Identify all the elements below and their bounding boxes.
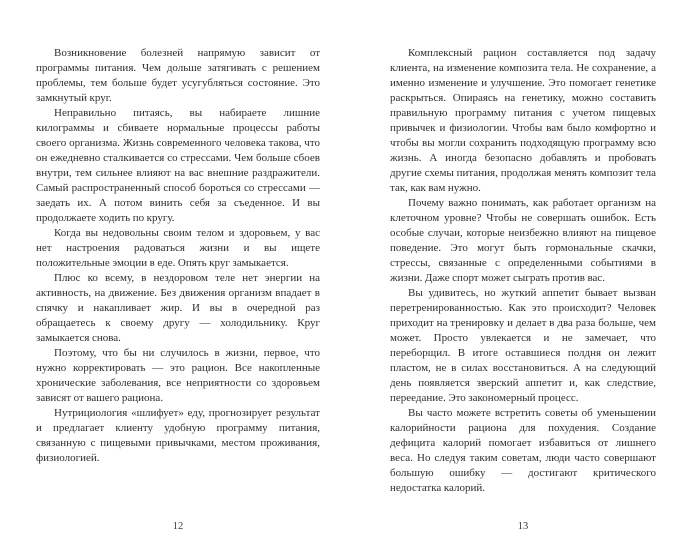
paragraph: Вы часто можете встретить советы об уменьшении калорийности рациона для похудения. Создание дефицита калорий помогает избавиться от лишнего веса. Но следуя таким советам, люди часто совершают большую ошибку — достигают критического недостатка калорий. [390, 407, 656, 494]
page-right-text [340, 0, 680, 496]
paragraph: Почему важно понимать, как работает организм на клеточном уровне? Чтобы не совершать ошибок. Есть особые случаи, которые неизбежно влияют на пищевое поведение. Это могут быть гормональные скачки, стрессы, связанные с определенными событиями в жизни. Даже спорт может сыграть против вас. [390, 197, 656, 284]
paragraph: Комплексный рацион составляется под задачу клиента, на изменение композита тела. Не сохранение, а именно изменение и улучшение. Это помогает генетике раскрыться. Опираясь на генетику, можно составить правильную программу питания с учетом пищевых привычек и физиологии. Чтобы вам было комфортно и чтобы вы могли сохранить подходящую программу всю жизнь. А иногда безопасно добавлять и пробовать другие схемы питания, продолжая менять композит тела так, как вам нужно. [390, 47, 656, 194]
paragraph: Поэтому, что бы ни случилось в жизни, первое, что нужно корректировать — это рацион. Все накопленные хронические заболевания, все неприятности со здоровьем зависят от вашего рациона. [36, 347, 320, 404]
page-number-right: 13 [517, 521, 529, 532]
paragraph: Плюс ко всему, в нездоровом теле нет энергии на активность, на движение. Без движения организм впадает в спячку и накапливает жир. И вы в очередной раз обращаетесь к своему другу — холодильнику. Круг замыкается снова. [36, 272, 320, 344]
paragraph: Неправильно питаясь, вы набираете лишние килограммы и сбиваете нормальные процессы работы своего организма. Жизнь современного человека такова, что он ежедневно сталкивается со стрессами. Чем больше сбоев внутри, тем сильнее влияют на вас внешние раздражители. Самый распространенный способ бороться со стрессами — заедать их. А потом винить себя за съеденное. И вы продолжаете ходить по кругу. [36, 107, 320, 224]
paragraph: Нутрициология «шлифует» еду, прогнозирует результат и предлагает клиенту удобную программу питания, связанную с пищевыми привычками, местом проживания, физиологией. [36, 407, 320, 464]
paragraph: Вы удивитесь, но жуткий аппетит бывает вызван перетренированностью. Как это происходит? Человек приходит на тренировку и делает в два раза больше, чем может. Просто увлекается и не замечает, что переборщил. В итоге оставшиеся полдня он лежит пластом, не в силах восстановиться. А на следующий день появляется зверский аппетит и, как следствие, переедание. Это закономерный процесс. [390, 287, 656, 404]
page-right [340, 0, 680, 540]
page-number-left: 12 [172, 521, 184, 532]
page-left-text [0, 0, 340, 466]
paragraph: Возникновение болезней напрямую зависит от программы питания. Чем дольше затягивать с решением проблемы, тем больше будет усугубляться состояние. Это замкнутый круг. [36, 47, 320, 104]
paragraph: Когда вы недовольны своим телом и здоровьем, у вас нет настроения радоваться жизни и вы ищете положительные эмоции в еде. Опять круг замыкается. [36, 227, 320, 269]
